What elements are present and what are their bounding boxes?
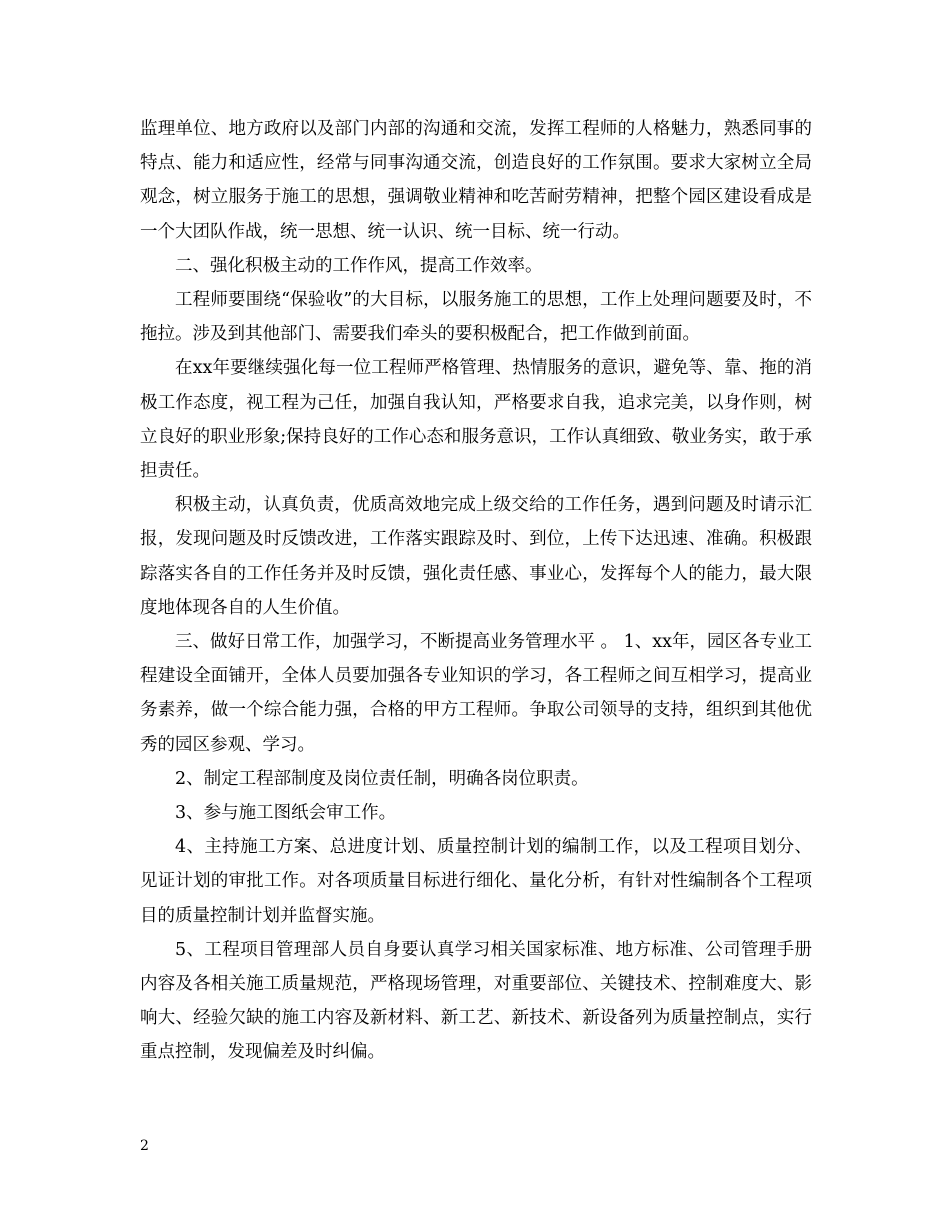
paragraph-10: 5、工程项目管理部人员自身要认真学习相关国家标准、地方标准、公司管理手册内容及各相关施工质量规范，严格现场管理，对重要部位、关键技术、控制难度大、影响大、经验欠缺的施工内容及新材料、新工艺、新技术、新设备列为质量控制点，实行重点控制，发现偏差及时纠偏。: [140, 939, 812, 1063]
paragraph-5: 积极主动，认真负责，优质高效地完成上级交给的工作任务，遇到问题及时请示汇报，发现问题及时反馈改进，工作落实跟踪及时、到位，上传下达迅速、准确。积极跟踪落实各自的工作任务并及时反馈，强化责任感、事业心，发挥每个人的能力，最大限度地体现各自的人生价值。: [140, 495, 812, 618]
paragraph-8: 3、参与施工图纸会审工作。: [175, 803, 397, 824]
paragraph-3: 工程师要围绕“保验收”的大目标，以服务施工的思想，工作上处理问题要及时，不拖拉。涉及到其他部门、需要我们牵头的要积极配合，把工作做到前面。: [140, 290, 812, 345]
paragraph-1: 监理单位、地方政府以及部门内部的沟通和交流，发挥工程师的人格魅力，熟悉同事的特点、能力和适应性，经常与同事沟通交流，创造良好的工作氛围。要求大家树立全局观念，树立服务于施工的思想，强调敬业精神和吃苦耐劳精神，把整个园区建设看成是一个大团队作战，统一思想、统一认识、统一目标、统一行动。: [140, 119, 812, 242]
paragraph-6: 三、做好日常工作，加强学习，不断提高业务管理水平 。 1、xx年，园区各专业工程建设全面铺开，全体人员要加强各专业知识的学习，各工程师之间互相学习，提高业务素养，做一个综合能力强，合格的甲方工程师。争取公司领导的支持，组织到其他优秀的园区参观、学习。: [140, 632, 812, 755]
document-body: [140, 112, 812, 1070]
paragraph-7: 2、制定工程部制度及岗位责任制，明确各岗位职责。: [175, 768, 589, 789]
paragraph-4: 在xx年要继续强化每一位工程师严格管理、热情服务的意识，避免等、靠、拖的消极工作态度，视工程为己任，加强自我认知，严格要求自我，追求完美，以身作则，树立良好的职业形象;保持良好的工作心态和服务意识，工作认真细致、敬业务实，敢于承担责任。: [140, 358, 812, 482]
paragraph-9: 4、主持施工方案、总进度计划、质量控制计划的编制工作，以及工程项目划分、见证计划的审批工作。对各项质量目标进行细化、量化分析，有针对性编制各个工程项目的质量控制计划并监督实施。: [140, 837, 812, 926]
page-number: 2: [140, 1138, 149, 1154]
paragraph-2: 二、强化积极主动的工作作风，提高工作效率。: [175, 255, 543, 276]
